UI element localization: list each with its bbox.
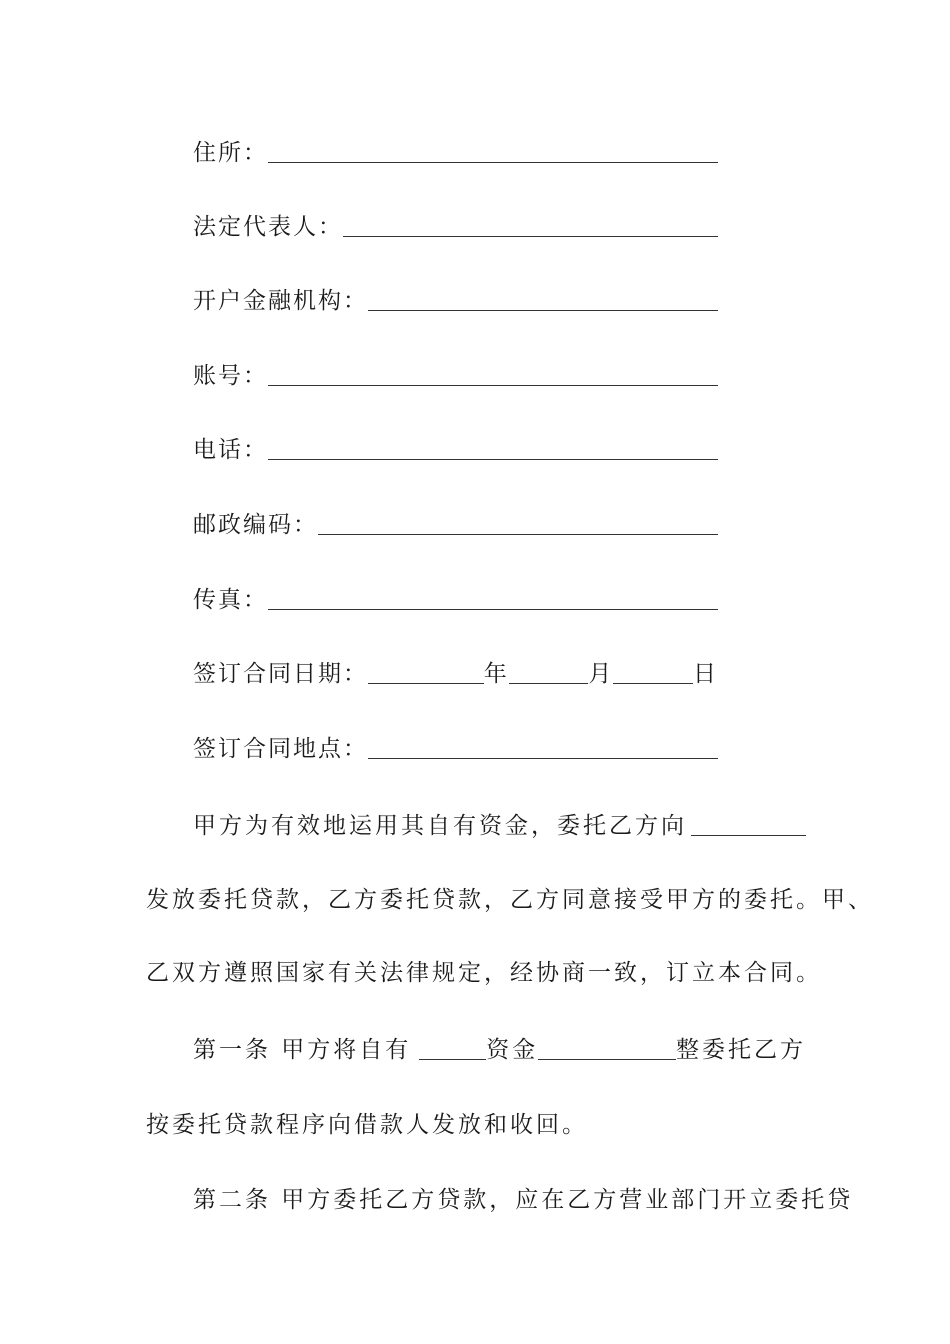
fund-type-blank[interactable]: [419, 1033, 486, 1060]
postal-code-field: [193, 505, 718, 539]
article1-text-4: 按委托贷款程序向借款人发放和收回。: [146, 1112, 588, 1138]
account-number-blank[interactable]: [268, 359, 718, 386]
phone-blank[interactable]: [268, 433, 718, 460]
address-blank[interactable]: [268, 136, 718, 163]
contract-place-blank[interactable]: [368, 732, 718, 759]
article2-line-1: [193, 1180, 854, 1214]
article1-text-2: 资金: [486, 1037, 539, 1063]
fund-amount-blank[interactable]: [538, 1033, 676, 1060]
article1-text-3: 整委托乙方: [676, 1037, 806, 1063]
intro-text-2: 发放委托贷款，乙方委托贷款，乙方同意接受甲方的委托。甲、: [146, 887, 874, 913]
year-blank[interactable]: [368, 657, 484, 684]
day-blank[interactable]: [613, 657, 693, 684]
address-label: 住所：: [193, 140, 268, 166]
fax-blank[interactable]: [268, 583, 718, 610]
intro-text-1: 甲方为有效地运用其自有资金，委托乙方向: [193, 813, 687, 839]
intro-line-2: [146, 880, 874, 914]
contract-date-field: [193, 654, 718, 688]
legal-representative-blank[interactable]: [343, 210, 718, 237]
article1-line-2: [146, 1105, 806, 1139]
phone-field: [193, 430, 718, 464]
article1-line-1: [193, 1030, 806, 1064]
month-blank[interactable]: [509, 657, 589, 684]
contract-place-label: 签订合同地点：: [193, 736, 368, 762]
fax-label: 传真：: [193, 587, 268, 613]
bank-institution-field: [193, 281, 718, 315]
phone-label: 电话：: [193, 437, 268, 463]
bank-institution-blank[interactable]: [368, 284, 718, 311]
legal-representative-field: [193, 207, 718, 241]
month-unit: 月: [588, 661, 614, 687]
intro-line-1: [193, 806, 806, 840]
postal-code-blank[interactable]: [318, 508, 718, 535]
year-unit: 年: [483, 661, 509, 687]
postal-code-label: 邮政编码：: [193, 512, 318, 538]
article2-text-1: 第二条 甲方委托乙方贷款，应在乙方营业部门开立委托贷: [193, 1187, 854, 1213]
account-number-label: 账号：: [193, 363, 268, 389]
intro-text-3: 乙双方遵照国家有关法律规定，经协商一致，订立本合同。: [146, 960, 822, 986]
account-number-field: [193, 356, 718, 390]
fax-field: [193, 580, 718, 614]
contract-place-field: [193, 729, 718, 763]
contract-date-label: 签订合同日期：: [193, 661, 368, 687]
article1-text-1: 第一条 甲方将自有: [193, 1037, 412, 1063]
intro-line-3: [146, 953, 822, 987]
legal-representative-label: 法定代表人：: [193, 214, 343, 240]
bank-institution-label: 开户金融机构：: [193, 288, 368, 314]
address-field: [193, 133, 718, 167]
borrower-blank[interactable]: [691, 809, 806, 836]
day-unit: 日: [693, 661, 718, 687]
